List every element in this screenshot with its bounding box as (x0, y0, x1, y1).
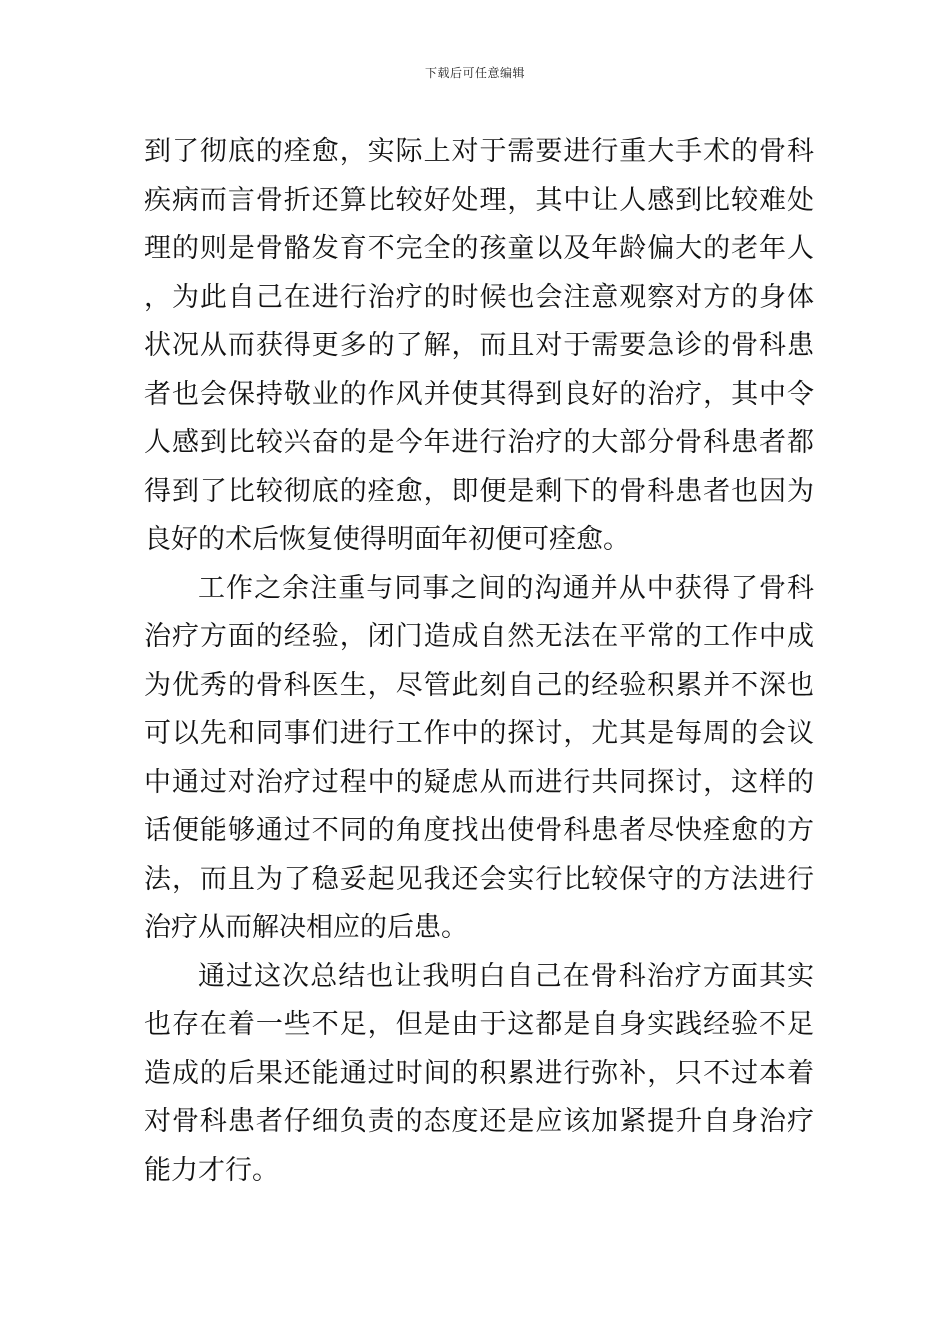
document-body (144, 128, 814, 1195)
paragraph-continued: 到了彻底的痊愈，实际上对于需要进行重大手术的骨科疾病而言骨折还算比较好处理，其中让人感到比较难处理的则是骨骼发育不完全的孩童以及年龄偏大的老年人，为此自己在进行治疗的时候也会注意观察对方的身体状况从而获得更多的了解，而且对于需要急诊的骨科患者也会保持敬业的作风并使其得到良好的治疗，其中令人感到比较兴奋的是今年进行治疗的大部分骨科患者都得到了比较彻底的痊愈，即便是剩下的骨科患者也因为良好的术后恢复使得明面年初便可痊愈。 (144, 136, 814, 555)
page-header-note: 下载后可任意编辑 (424, 66, 525, 80)
paragraph-summary-conclusion: 通过这次总结也让我明白自己在骨科治疗方面其实也存在着一些不足，但是由于这都是自身实践经验不足造成的后果还能通过时间的积累进行弥补，只不过本着对骨科患者仔细负责的态度还是应该加紧提升自身治疗能力才行。 (144, 960, 814, 1186)
paragraph-colleague-communication: 工作之余注重与同事之间的沟通并从中获得了骨科治疗方面的经验，闭门造成自然无法在平常的工作中成为优秀的骨科医生，尽管此刻自己的经验积累并不深也可以先和同事们进行工作中的探讨，尤其是每周的会议中通过对治疗过程中的疑虑从而进行共同探讨，这样的话便能够通过不同的角度找出使骨科患者尽快痊愈的方法，而且为了稳妥起见我还会实行比较保守的方法进行治疗从而解决相应的后患。 (144, 572, 814, 943)
